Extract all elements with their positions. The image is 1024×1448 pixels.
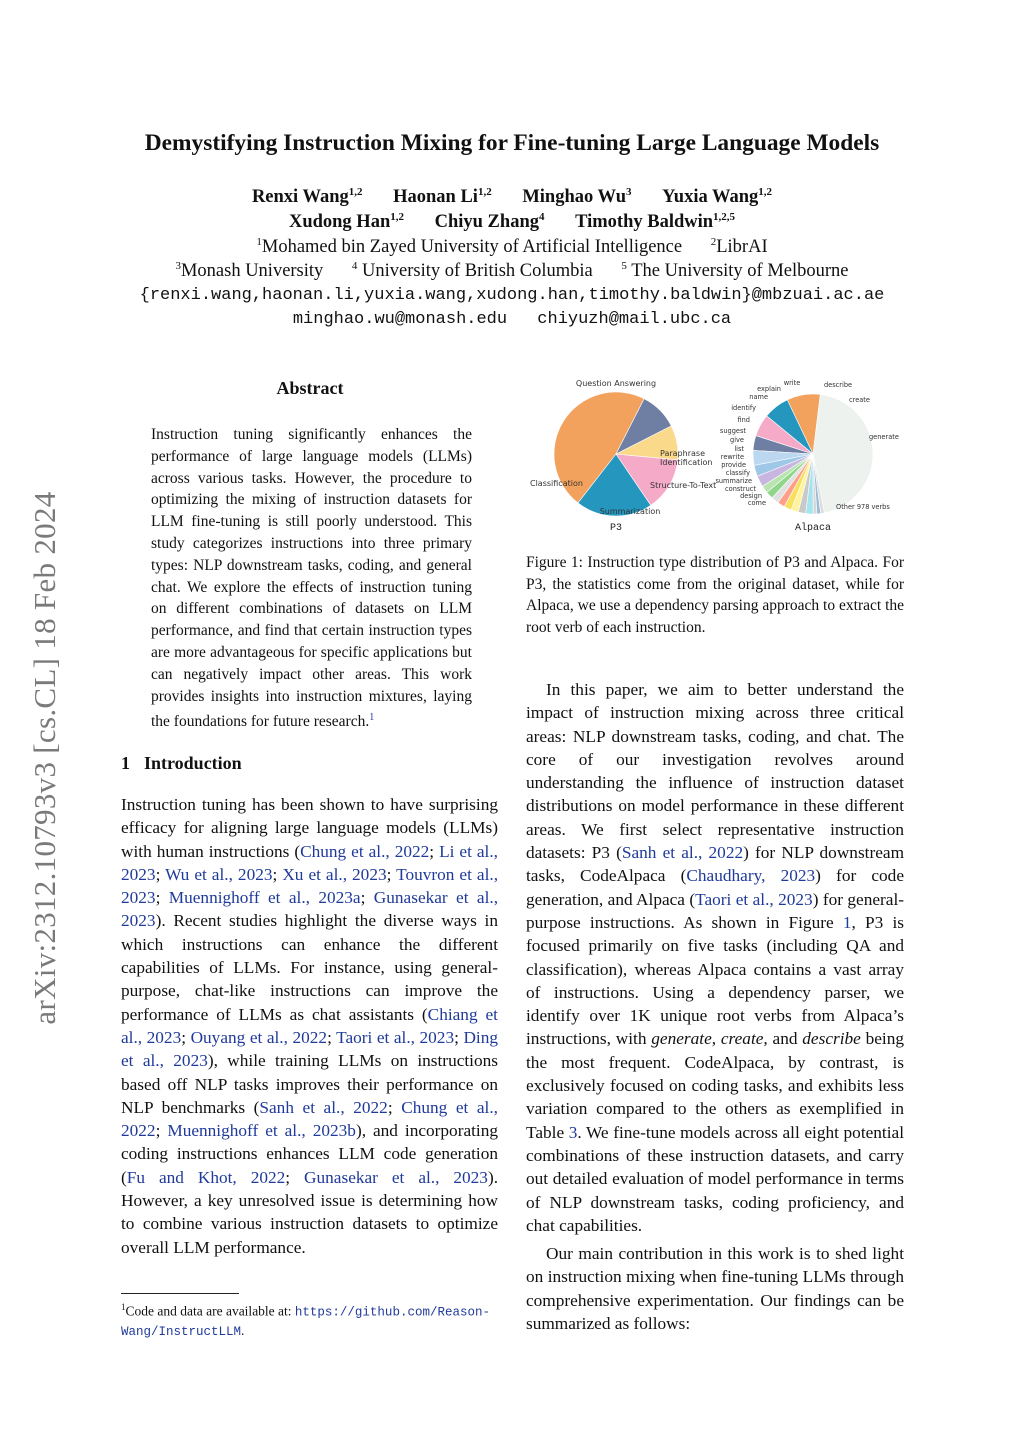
paragraph-overview: In this paper, we aim to better understand the impact of instruction mixing across three critical areas: NLP downstream tasks, coding, and chat. The core of our investigation revolves around understanding the influence of instruction dataset distributions on model performance in these different areas. We first select representative instruction datasets: P3 (Sanh et al., 2022) for NLP downstream tasks, CodeAlpaca (Chaudhary, 2023) for code generation, and Alpaca (Taori et al., 2023) for general-purpose instructions. As shown in Figure 1, P3 is focused primarily on five tasks (including QA and classification), whereas Alpaca contains a vast array of instructions. Using a dependency parser, we identify over 1K unique root verbs from Alpaca’s instructions, with generate, create, and describe being the most frequent. CodeAlpaca, by contrast, is exclusively focused on coding tasks, and exhibits less variation compared to the others as exemplified in Table 3. We fine-tune models across all eight potential combinations of these instruction datasets, and carry out detailed evaluation of model performance in terms of NLP downstream tasks, coding proficiency, and chat capabilities. bbox=[526, 680, 905, 1235]
pie-label: construct bbox=[725, 485, 756, 493]
pie-title: P3 bbox=[609, 523, 623, 534]
pie-label: come bbox=[747, 499, 766, 507]
author: Timothy Baldwin$^{1,2,5}$ bbox=[575, 211, 736, 233]
email[interactable]: minghao.wu@monash.edu bbox=[292, 310, 508, 329]
figure-ref-link[interactable]: 1 bbox=[842, 912, 852, 932]
citation-link[interactable]: Ouyang et al., 2022 bbox=[190, 1027, 328, 1047]
citation-link[interactable]: Gunasekar et al., 2023 bbox=[304, 1167, 488, 1187]
footnote-rule bbox=[121, 1293, 239, 1294]
citation-link[interactable]: Sanh et al., 2022 bbox=[259, 1097, 388, 1117]
author: Chiyu Zhang$^4$ bbox=[434, 211, 545, 233]
citation-link[interactable]: Chiang et al., 2023 bbox=[121, 1004, 498, 1047]
abstract-body: Instruction tuning significantly enhances the performance of large language models (LLMs) across various tasks. However, the procedure to optimizing the mixing of instruction datasets for LLM fine-tuning is still poorly understood. This study categorizes instructions into three primary types: NLP downstream tasks, coding, and general chat. We explore the effects of instruction tuning on different combinations of datasets on LLM performance, and find that certain instruction types are more advantageous for specific applications but can negatively impact other areas. This work provides insights into instruction mixtures, laying the foundations for future research.$^1$ bbox=[151, 426, 472, 731]
pie-label: design bbox=[740, 492, 762, 500]
figure-caption: Figure 1: Instruction type distribution of P3 and Alpaca. For P3, the statistics come from the original dataset, while for Alpaca, we use a dependency parsing approach to extract the root verb of each instruction. bbox=[526, 554, 904, 636]
pie-label: explain bbox=[757, 385, 781, 393]
citation-link[interactable]: Taori et al., 2023 bbox=[695, 889, 813, 909]
author: Renxi Wang$^{1,2}$ bbox=[251, 186, 363, 208]
footnote-url-link[interactable]: https://github.com/Reason-Wang/InstructLLM bbox=[121, 1305, 490, 1339]
pie-label: suggest bbox=[719, 427, 746, 435]
pie-label: give bbox=[730, 436, 744, 444]
section-heading-introduction: 1 Introduction bbox=[121, 753, 242, 773]
citation-link[interactable]: Muennighoff et al., 2023a bbox=[168, 888, 361, 908]
pie-label: describe bbox=[824, 381, 853, 389]
abstract-heading: Abstract bbox=[276, 378, 344, 398]
pie-label: find bbox=[737, 416, 750, 424]
citation-link[interactable]: Touvron et al., 2023 bbox=[121, 864, 499, 908]
pie-label: Summarization bbox=[599, 507, 661, 516]
citation-link[interactable]: Sanh et al., 2022 bbox=[621, 843, 744, 863]
author: Yuxia Wang$^{1,2}$ bbox=[662, 186, 773, 208]
author: Xudong Han$^{1,2}$ bbox=[288, 211, 404, 233]
citation-link[interactable]: Chung et al., 2022 bbox=[121, 1097, 498, 1141]
emails-line-1: {renxi.wang,haonan.li,yuxia.wang,xudong.han,timothy.baldwin}@mbzuai.ac.ae bbox=[139, 286, 885, 305]
citation-link[interactable]: Fu and Khot, 2022 bbox=[126, 1167, 286, 1187]
citation-link[interactable]: Chung et al., 2022 bbox=[300, 841, 430, 861]
pie-label: Other 978 verbs bbox=[836, 503, 890, 511]
pie-label: Classification bbox=[530, 479, 583, 488]
intro-paragraph: Instruction tuning has been shown to have surprising efficacy for aligning large language models (LLMs) with human instructions (Chung et al., 2022; Li et al., 2023; Wu et al., 2023; Xu et al., 2023; Touvron et al., 2023; Muennighoff et al., 2023a; Gunasekar et al., 2023). Recent studies highlight the diverse ways in which instructions can enhance the different capabilities of LLMs. For instance, using general-purpose, chat-like instructions can improve the performance of LLMs as chat assistants (Chiang et al., 2023; Ouyang et al., 2022; Taori et al., 2023; Ding et al., 2023), while training LLMs on instructions based off NLP tasks improves their performance on NLP benchmarks (Sanh et al., 2022; Chung et al., 2022; Muennighoff et al., 2023b), and incorporating coding instructions enhances LLM code generation (Fu and Khot, 2022; Gunasekar et al., 2023). However, a key unresolved issue is determining how to combine various instruction datasets to optimize overall LLM performance. bbox=[121, 795, 499, 1257]
footnote: $^1$Code and data are available at: https://github.com/Reason-Wang/InstructLLM. bbox=[121, 1302, 490, 1339]
alpaca-pie bbox=[753, 394, 873, 514]
pie-label: create bbox=[849, 396, 870, 404]
figure-1-pie-charts bbox=[526, 372, 906, 542]
pie-label: classify bbox=[725, 469, 750, 477]
pie-label: summarize bbox=[715, 477, 752, 485]
pie-label: identify bbox=[731, 404, 756, 412]
citation-link[interactable]: Li et al., 2023 bbox=[121, 841, 498, 884]
email[interactable]: chiyuzh@mail.ubc.ca bbox=[537, 310, 732, 329]
authors-line-1 bbox=[0, 186, 1024, 208]
arxiv-stamp bbox=[28, 452, 62, 1064]
paper-title: Demystifying Instruction Mixing for Fine-tuning Large Language Models bbox=[144, 130, 880, 156]
arxiv-id: arXiv:2312.10793v3 [cs.CL] 18 Feb 2024 bbox=[27, 491, 62, 1025]
author: Haonan Li$^{1,2}$ bbox=[393, 186, 492, 208]
citation-link[interactable]: Muennighoff et al., 2023b bbox=[167, 1121, 356, 1141]
affiliations-line-2: $^3$Monash University $^4$ University of British Columbia $^5$ The University of Melbourne bbox=[175, 260, 849, 282]
emails-line-2 bbox=[0, 310, 1024, 329]
author: Minghao Wu$^3$ bbox=[522, 186, 632, 208]
pie-label: Question Answering bbox=[575, 379, 657, 388]
affiliations-line-1: $^1$Mohamed bin Zayed University of Artificial Intelligence $^2$LibrAI bbox=[256, 236, 768, 258]
citation-link[interactable]: Taori et al., 2023 bbox=[336, 1027, 455, 1047]
pie-label: provide bbox=[721, 461, 746, 469]
footnote-mark[interactable]: 1 bbox=[369, 712, 375, 724]
pie-title: Alpaca bbox=[794, 523, 832, 534]
pie-label: generate bbox=[869, 433, 899, 441]
pie-label: Structure-To-Text bbox=[650, 481, 717, 490]
pie-slice bbox=[813, 394, 873, 512]
authors-line-2 bbox=[0, 211, 1024, 233]
citation-link[interactable]: Gunasekar et al., 2023 bbox=[121, 888, 499, 931]
table-ref-link[interactable]: 3 bbox=[568, 1122, 578, 1142]
pie-label: rewrite bbox=[720, 453, 744, 461]
pie-label: name bbox=[749, 393, 768, 401]
pie-label: Paraphrase Identification bbox=[660, 449, 713, 467]
citation-link[interactable]: Ding et al., 2023 bbox=[121, 1027, 498, 1071]
paragraph-contribution: Our main contribution in this work is to shed light on instruction mixing when fine-tuning LLMs through comprehensive experimentation. Our findings can be summarized as follows: bbox=[526, 1244, 904, 1333]
citation-link[interactable]: Xu et al., 2023 bbox=[282, 864, 387, 884]
pie-label: write bbox=[783, 379, 801, 387]
pie-label: list bbox=[734, 445, 744, 453]
citation-link[interactable]: Chaudhary, 2023 bbox=[686, 866, 816, 886]
citation-link[interactable]: Wu et al., 2023 bbox=[165, 864, 273, 884]
